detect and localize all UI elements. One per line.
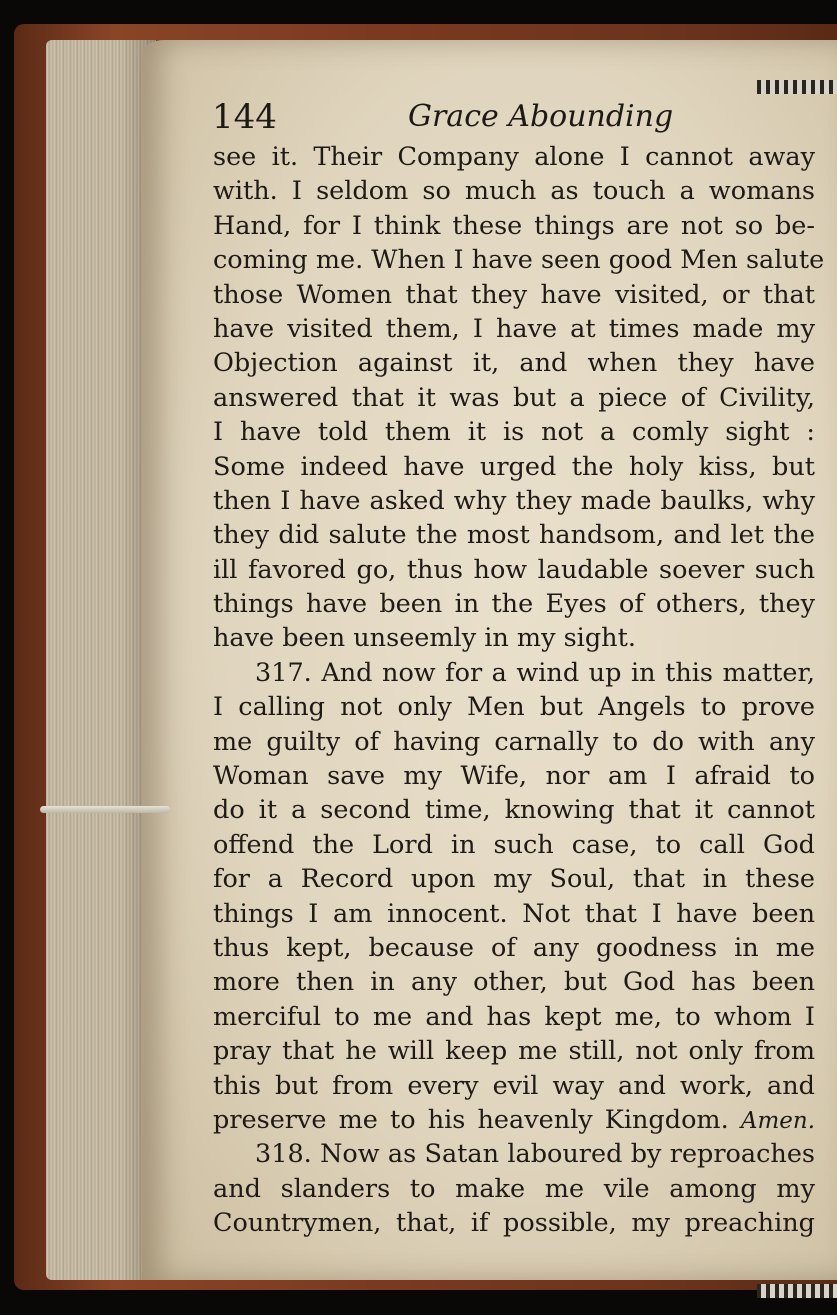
text-line: me guilty of having carnally to do with any	[213, 726, 815, 757]
text-line: Some indeed have urged the holy kiss, but	[213, 451, 815, 482]
text-line: and slanders to make me vile among my	[213, 1173, 815, 1204]
text-line: I calling not only Men but Angels to prove	[213, 692, 815, 723]
text-line: see it. Their Company alone I cannot away	[213, 142, 815, 172]
bookmark-ribbon-bottom	[757, 1284, 837, 1298]
running-head: Grace Abounding	[408, 99, 674, 134]
text-line: then I have asked why they made baulks, why	[213, 485, 815, 516]
amen: Amen.	[740, 1107, 815, 1134]
binding-string	[40, 806, 170, 813]
text-line: do it a second time, knowing that it cannot	[213, 795, 815, 826]
text-line: pray that he will keep me still, not only from	[213, 1036, 815, 1067]
text-line: Woman save my Wife, nor am I afraid to	[213, 761, 815, 792]
text-line: Objection against it, and when they have	[213, 348, 815, 379]
bookmark-ribbon-top	[757, 80, 837, 94]
text-line: Countrymen, that, if possible, my preaching	[213, 1208, 815, 1239]
page-header	[212, 96, 792, 140]
paragraph-318-start: 318. Now as Satan laboured by reproaches	[255, 1139, 815, 1170]
text-line: this but from every evil way and work, and	[213, 1070, 815, 1101]
text-line: things have been in the Eyes of others, they	[213, 589, 815, 620]
text-line: thus kept, because of any goodness in me	[213, 932, 815, 963]
text-line: have been unseemly in my sight.	[213, 623, 636, 654]
text-line: things I am innocent. Not that I have been	[213, 898, 815, 929]
text-line: more then in any other, but God has been	[213, 967, 815, 998]
text-line-with-amen	[213, 1103, 815, 1137]
text-line: have visited them, I have at times made my	[213, 313, 815, 344]
text-line: ill favored go, thus how laudable soever such	[213, 554, 815, 585]
text-line: those Women that they have visited, or that	[213, 279, 815, 310]
text-line: for a Record upon my Soul, that in these	[213, 864, 815, 895]
text-line: merciful to me and has kept me, to whom I	[213, 1001, 815, 1032]
text-line: I have told them it is not a comly sight :	[213, 417, 815, 448]
text-line: with. I seldom so much as touch a womans	[213, 176, 815, 207]
page-number: 144	[212, 97, 277, 137]
text-line: answered that it was but a piece of Civility,	[213, 382, 815, 413]
page-text	[213, 140, 825, 1241]
text-line: Hand, for I think these things are not so be-	[213, 210, 815, 241]
text-line: offend the Lord in such case, to call God	[213, 829, 815, 860]
text-line: they did salute the most handsom, and let the	[213, 520, 815, 551]
text-line: coming me. When I have seen good Men salute	[213, 245, 825, 276]
text-line-content: preserve me to his heavenly Kingdom.	[213, 1104, 729, 1135]
paragraph-317-start: 317. And now for a wind up in this matter,	[255, 657, 815, 688]
